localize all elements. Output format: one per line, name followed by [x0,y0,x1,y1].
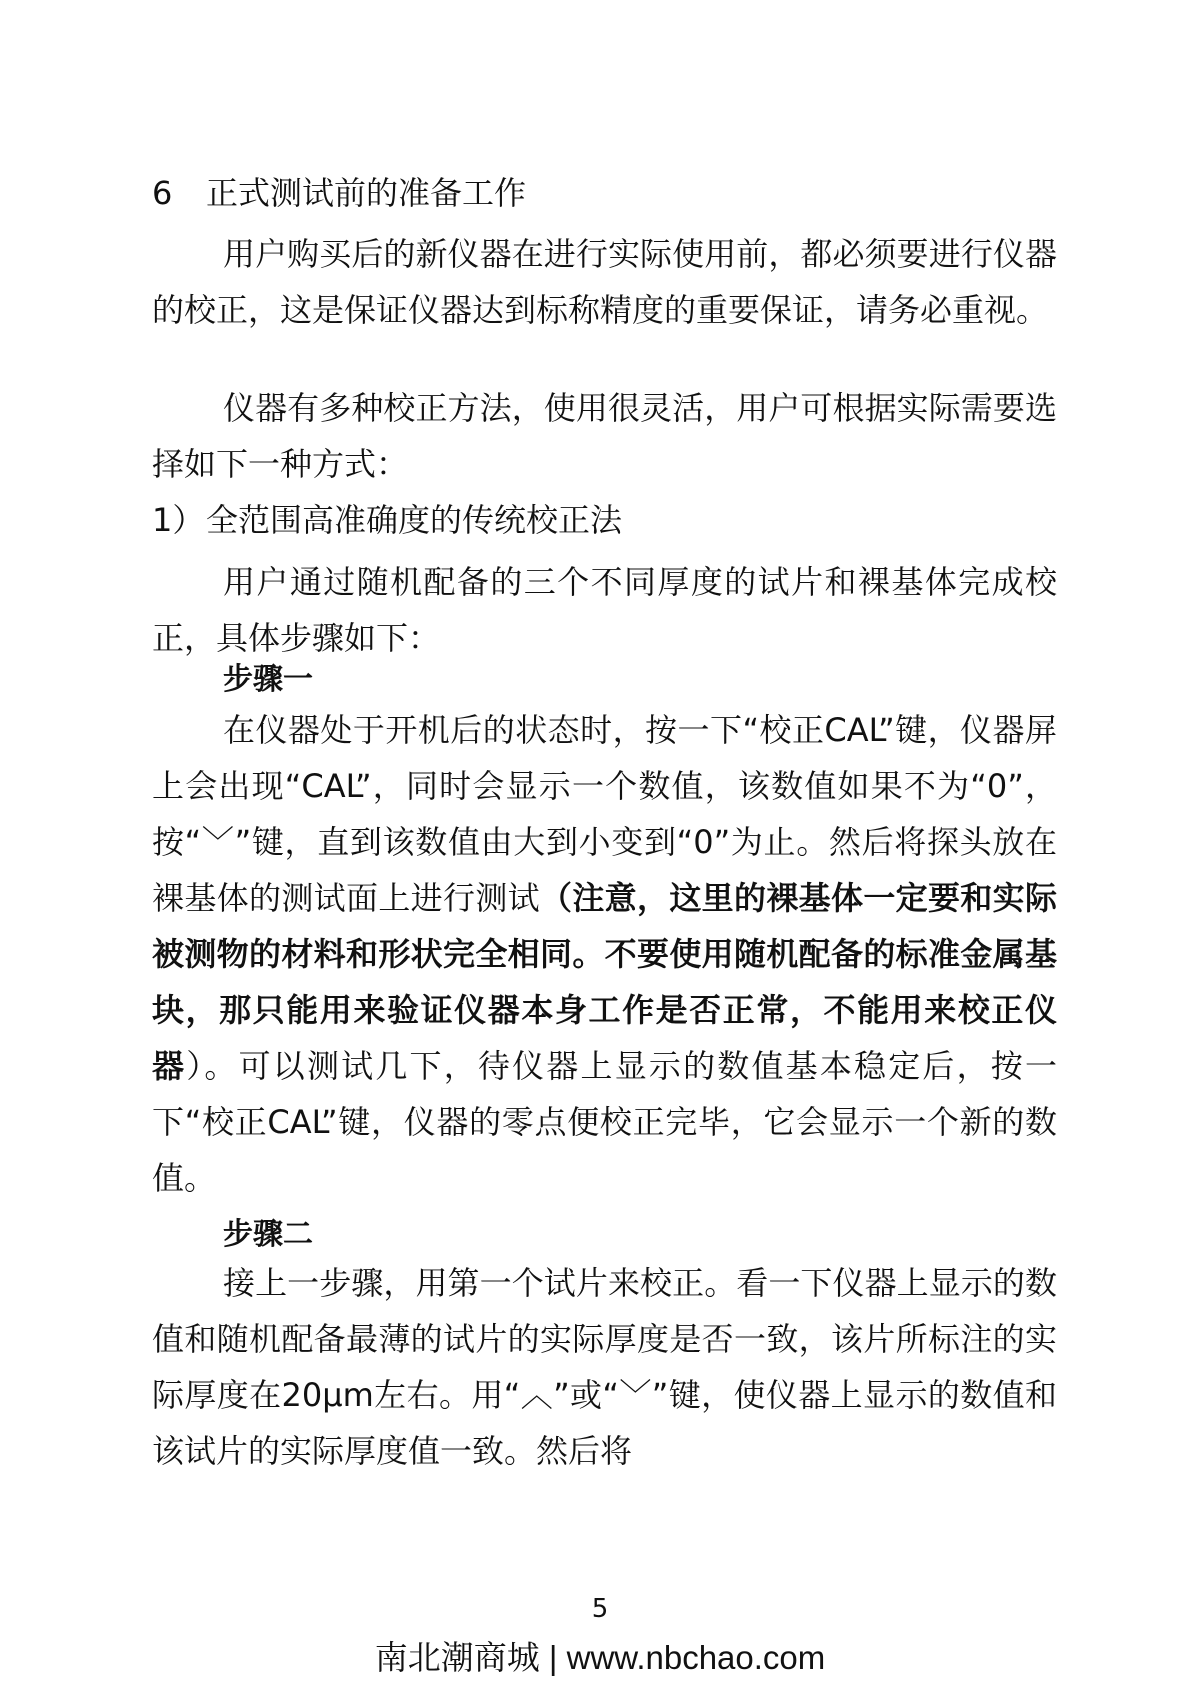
section-heading [152,173,526,213]
section-number: 6 [152,174,173,212]
footer-watermark: 南北潮商城 | www.nbchao.com [374,1639,826,1676]
subsection-heading [152,500,622,540]
step-1-text: 在仪器处于开机后的状态时，按一下“校正CAL”键，仪器屏上会出现“CAL”，同时会显示一个数值，该数值如果不为“0”，按“﹀”键，直到该数值由大到小变到“0”为止。然后将探头放在裸基体的测试面上进行测试 [152,711,1057,917]
intro-paragraph-2: 仪器有多种校正方法，使用很灵活，用户可根据实际需要选择如下一种方式： [152,389,1057,483]
step-2-title: 步骤二 [223,1217,313,1252]
subsection-number: 1） [152,501,205,539]
step-2-paragraph: 接上一步骤，用第一个试片来校正。看一下仪器上显示的数值和随机配备最薄的试片的实际厚度是否一致，该片所标注的实际厚度在20μm左右。用“︿”或“﹀”键，使仪器上显示的数值和该试片的实际厚度值一致。然后将 [152,1264,1057,1470]
section-title: 正式测试前的准备工作 [206,174,527,212]
step-1-paragraph [152,702,1057,1206]
step-1-warning: （注意，这里的裸基体一定要和实际被测物的材料和形状完全相同。不要使用随机配备的标准金属基块，那只能用来验证仪器本身工作是否正常，不能用来校正仪器 [152,879,1057,1085]
sub-intro-paragraph: 用户通过随机配备的三个不同厚度的试片和裸基体完成校正，具体步骤如下： [152,563,1057,657]
page-number: 5 [591,1594,609,1624]
step-1-title: 步骤一 [223,662,313,697]
intro-paragraph-1: 用户购买后的新仪器在进行实际使用前，都必须要进行仪器的校正，这是保证仪器达到标称精度的重要保证，请务必重视。 [152,235,1057,329]
step-1-text-end: ）。可以测试几下，待仪器上显示的数值基本稳定后，按一下“校正CAL”键，仪器的零点便校正完毕，它会显示一个新的数值。 [152,1047,1057,1197]
subsection-title: 全范围高准确度的传统校正法 [206,501,623,539]
